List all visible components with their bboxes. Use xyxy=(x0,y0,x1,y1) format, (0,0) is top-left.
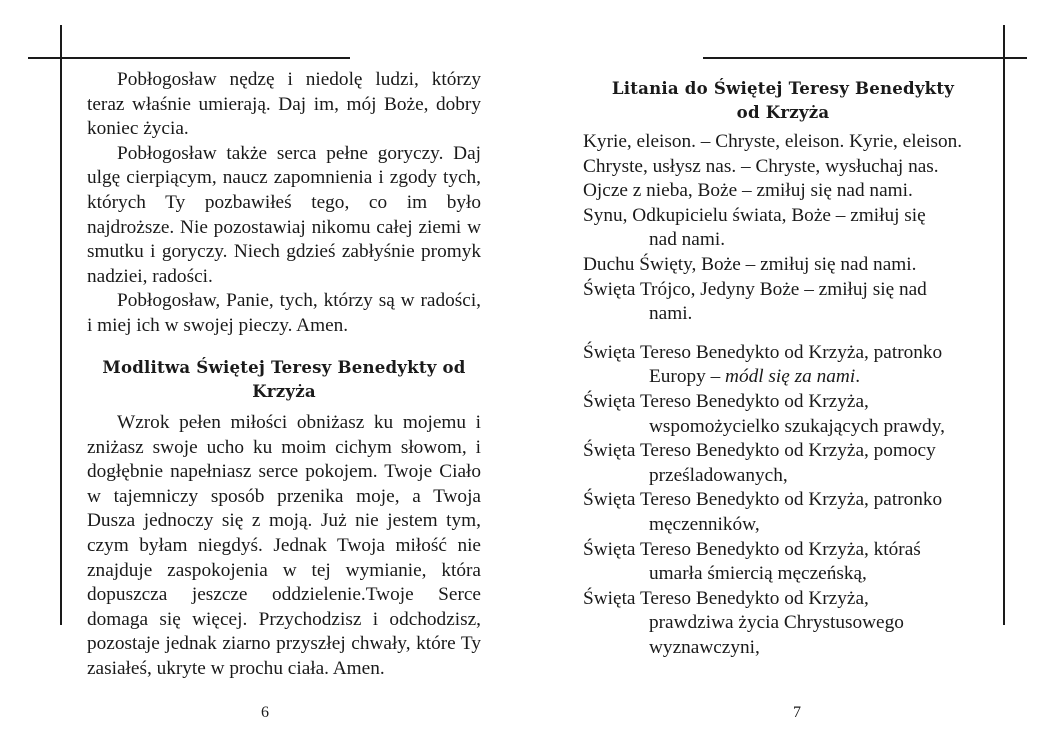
prayer-heading xyxy=(87,355,481,403)
litany-line: Święta Tereso Benedykto od Krzyża, pomocy xyxy=(583,440,936,462)
right-horizontal-rule xyxy=(703,57,1027,59)
page-number: 7 xyxy=(793,704,801,721)
litany-continuation: wspomożycielko szukających prawdy, xyxy=(649,415,945,437)
stanza-gap xyxy=(583,327,993,341)
left-horizontal-rule xyxy=(28,57,350,59)
page-number: 6 xyxy=(261,704,269,721)
litany-heading xyxy=(583,76,983,124)
litany-line: Święta Tereso Benedykto od Krzyża, patronko xyxy=(583,489,943,511)
litany-continuation xyxy=(583,365,993,390)
litany-continuation: umarła śmiercią męczeńską, xyxy=(649,563,867,585)
litany-line: Święta Tereso Benedykto od Krzyża, któraś xyxy=(583,538,921,560)
paragraph: Wzrok pełen miłości obniżasz ku mojemu i zniżasz swoje ucho ku moim cichym słowom, i dogłębnie napełniasz serce pokojem. Twoje Ciało w tajemniczy sposób przenika moje, a Twoja Dusza jednoczy się z moją. Już nie jestem tym, czym byłam niegdyś. Jednak Twoja miłość nie znajduje zaspokojenia w tej wymianie, która dopuszcza jeszcze oddzielenie.Twoje Serce domaga się więcej. Przychodzisz i odchodzisz, pozostaje jednak ziarno przyszłej chwały, które Ty zasiałeś, ukryte w prochu ciała. Amen. xyxy=(87,412,481,679)
invocation-line: Święta Trójco, Jedyny Boże – zmiłuj się nad xyxy=(583,278,927,300)
invocation-continuation: nad nami. xyxy=(649,229,726,251)
invocation-line: Ojcze z nieba, Boże – zmiłuj się nad nami. xyxy=(583,180,913,202)
litany-continuation: prześladowanych, xyxy=(649,464,788,486)
blessing-text xyxy=(87,68,481,339)
right-vertical-rule xyxy=(1003,25,1005,625)
continuation-text: Europy – xyxy=(649,366,726,388)
invocation-line: Synu, Odkupicielu świata, Boże – zmiłuj się xyxy=(583,204,926,226)
heading-line: od Krzyża xyxy=(736,102,830,122)
heading-line: Litania do Świętej Teresy Benedykty xyxy=(611,78,955,98)
litany-line: Święta Tereso Benedykto od Krzyża, xyxy=(583,390,869,412)
litany-continuation: prawdziwa życia Chrystusowego xyxy=(649,612,904,634)
prayer-text xyxy=(87,411,481,682)
invocation-line: Chryste, usłysz nas. – Chryste, wysłuchaj nas. xyxy=(583,155,939,177)
litany-line: Święta Tereso Benedykto od Krzyża, xyxy=(583,587,869,609)
litany-continuation: wyznawczyni, xyxy=(649,636,760,658)
paragraph: Pobłogosław nędzę i niedolę ludzi, którzy teraz właśnie umierają. Daj im, mój Boże, dobry koniec życia. xyxy=(87,69,481,140)
invocation-continuation: nami. xyxy=(649,303,693,325)
litany-line: Święta Tereso Benedykto od Krzyża, patronko xyxy=(583,341,943,363)
paragraph: Pobłogosław także serca pełne goryczy. Daj ulgę cierpiącym, naucz zapomnienia i zgody tych, których Ty pozbawiłeś tego, co im było najdroższe. Nie pozostawiaj nikomu całej ziemi w smutku i goryczy. Niech gdzieś zabłyśnie promyk nadziei, radości. xyxy=(87,142,481,287)
response-end: . xyxy=(855,366,861,388)
litany-text xyxy=(583,130,993,660)
litany-continuation: męczenników, xyxy=(649,513,760,535)
invocation-line: Duchu Święty, Boże – zmiłuj się nad nami. xyxy=(583,253,917,275)
response-text: módl się za nami xyxy=(725,366,856,388)
invocation-line: Kyrie, eleison. – Chryste, eleison. Kyrie, eleison. xyxy=(583,131,963,152)
heading-line: Krzyża xyxy=(252,381,316,401)
heading-line: Modlitwa Świętej Teresy Benedykty od xyxy=(102,357,466,377)
paragraph: Pobłogosław, Panie, tych, którzy są w radości, i miej ich w swojej pieczy. Amen. xyxy=(87,290,481,336)
left-vertical-rule xyxy=(60,25,62,625)
